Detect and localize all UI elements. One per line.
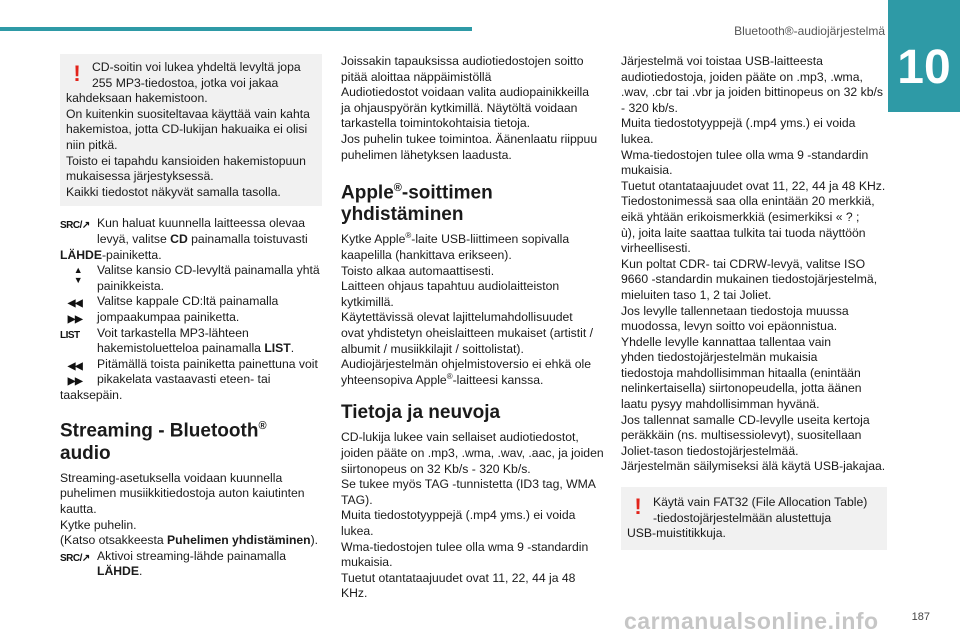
warning-line: 255 MP3-tiedostoa, jotka voi jakaa [92, 75, 279, 90]
body-text: Kytke puhelin. [60, 517, 137, 532]
body-text: TAG). [341, 492, 373, 507]
warning-line: kahdeksaan hakemistoon. [66, 91, 208, 106]
instruction-seek [60, 357, 322, 388]
warning-line: hakemistoa, jotta CD-lukijan hakuaika ei olisi [66, 122, 308, 137]
body-text: Järjestelmän säilymiseksi älä käytä USB-jakajaa. [621, 459, 886, 474]
body-text: Yhdelle levylle kannattaa tallentaa vain [621, 334, 832, 349]
text: (Katso otsakkeesta [60, 533, 168, 548]
warning-line: niin pitkä. [66, 137, 118, 152]
column-3 [621, 54, 887, 560]
body-text: peräkkäin (ns. multisessiolevyt), suositellaan [621, 428, 862, 443]
text: levyä, valitse [97, 231, 171, 246]
body-text: Joissakin tapauksissa audiotiedostojen soitto [341, 54, 584, 68]
body-text: puhelimen musiikkitiedostoja auton kaiutinten [60, 486, 305, 501]
instruction-streaming [60, 549, 322, 580]
body-text: Järjestelmä voi toistaa USB-laitteesta [621, 54, 823, 68]
instruction-text [97, 232, 322, 248]
warning-icon: ! [634, 494, 642, 520]
warning-line: CD-soitin voi lukea yhdeltä levyltä jopa [92, 60, 301, 74]
instruction-track [60, 294, 322, 325]
instruction-text: Aktivoi streaming-lähde painamalla [97, 548, 287, 563]
source-label: LÄHDE [60, 247, 102, 262]
list-label: LIST [264, 341, 291, 356]
body-text: puhelimen lähetyksen laadusta. [341, 147, 512, 162]
warning-line: USB-muistitikkuja. [627, 526, 726, 541]
watermark: carmanualsonline.info [624, 608, 879, 634]
text: audio [60, 442, 111, 464]
body-text: Wma-tiedostojen tulee olla wma 9 -standardin [341, 539, 589, 554]
body-text: Joliet-tason tiedostojärjestelmää. [621, 443, 799, 458]
instruction-text: taaksepäin. [60, 387, 123, 402]
warning-icon: ! [73, 61, 81, 86]
heading-apple [341, 177, 605, 226]
source-label: LÄHDE [97, 564, 139, 579]
text: ). [310, 533, 319, 548]
instruction-text: pikakelata vastaavasti eteen- tai [97, 372, 271, 387]
registered-mark: ® [393, 182, 402, 195]
warning-line: -tiedostojärjestelmään alustettuja [653, 510, 832, 525]
text: yhteensopiva Apple [341, 372, 447, 387]
heading-streaming [60, 415, 322, 464]
chapter-number: 10 [888, 0, 960, 112]
warning-line: Käytä vain FAT32 (File Allocation Table) [653, 495, 868, 510]
body-text: laatu pysyy mahdollisimman hyvänä. [621, 397, 820, 412]
body-text: lukea. [621, 131, 654, 146]
body-text: mieluiten taso 1, 2 tai Joliet. [621, 287, 772, 302]
column-1 [60, 54, 322, 580]
src-button-icon: SRC/↗ [60, 552, 90, 564]
src-button-icon: SRC/↗ [60, 220, 90, 232]
body-text: Jos puhelin tukee toimintoa. Äänenlaatu riippuu [341, 131, 598, 146]
body-text: mukaisia. [341, 555, 393, 570]
registered-mark: ® [258, 420, 267, 433]
body-text: Muita tiedostotyyppejä (.mp4 yms.) ei voida [621, 116, 856, 131]
body-text: kytkimillä. [341, 294, 394, 309]
body-text: audiotiedostoja, joiden pääte on .mp3, .wma, [621, 69, 863, 84]
warning-line: Kaikki tiedostot näkyvät samalla tasolla. [66, 184, 281, 199]
body-text: Tiedostonimessä saa olla enintään 20 merkkiä, [621, 194, 875, 209]
warning-box-mp3 [60, 54, 322, 206]
column-2 [341, 54, 605, 602]
instruction-text [97, 564, 322, 580]
up-down-arrows-icon: ▲ ▼ [73, 265, 83, 286]
registered-mark: ® [405, 231, 412, 241]
body-text: eikä yhtään erikoismerkkiä (esimerkiksi « ? ; [621, 209, 860, 224]
body-text: 9660 -standardin mukainen tiedostojärjestelmä, [621, 272, 878, 287]
text: -soittimen [401, 182, 493, 204]
page-number: 187 [911, 611, 930, 623]
body-text: Käytettävissä olevat lajittelumahdollisuudet [341, 310, 573, 325]
body-text: Streaming-asetuksella voidaan kuunnella [60, 470, 283, 485]
body-text: .wav, .cbr tai .vbr ja joiden bittinopeus on 32 kb/s [621, 85, 883, 100]
body-text: Jos tallennat samalle CD-levylle useita kertoja [621, 412, 870, 427]
body-text: Tuetut otantataajuudet ovat 11, 22, 44 ja 48 KHz. [621, 178, 886, 193]
instruction-text: Valitse kansio CD-levyltä painamalla yhtä [97, 263, 320, 278]
warning-line: Toisto ei tapahdu kansioiden hakemistopuun [66, 153, 306, 168]
body-text: joiden pääte on .mp3, .wma, .wav, .aac, ja joiden [341, 446, 604, 461]
text: hakemistoluetteloa painamalla [97, 341, 265, 356]
body-text: pitää aloittaa näppäimistöllä [341, 69, 492, 84]
body-text: mukaisia. [621, 163, 673, 178]
body-text: Kun poltat CDR- tai CDRW-levyä, valitse ISO [621, 256, 866, 271]
body-text: Audiotiedostot voidaan valita audiopainikkeilla [341, 85, 589, 100]
text: Apple [341, 182, 394, 204]
warning-line: On kuitenkin suositeltavaa käyttää vain kahta [66, 106, 310, 121]
instruction-list [60, 326, 322, 357]
body-text: muodossa, levyn soitto voi epäonnistua. [621, 319, 838, 334]
cd-label: CD [170, 231, 188, 246]
instruction-text: Pitämällä toista painiketta painettuna voit [97, 356, 318, 371]
body-text: Wma-tiedostojen tulee olla wma 9 -standardin [621, 147, 869, 162]
body-text: siirtonopeus on 32 Kb/s - 320 Kb/s. [341, 461, 531, 476]
instruction-folder [60, 263, 322, 294]
text: . [290, 341, 295, 356]
instruction-text: jompaakumpaa painiketta. [97, 309, 240, 324]
body-text: Toisto alkaa automaattisesti. [341, 263, 495, 278]
body-text: Jos levylle tallennetaan tiedostoja muussa [621, 303, 849, 318]
warning-box-usb [621, 487, 887, 550]
body-text: Muita tiedostotyyppejä (.mp4 yms.) ei voida [341, 508, 576, 523]
body-text: lukea. [341, 523, 374, 538]
text: Streaming - Bluetooth [60, 420, 259, 442]
instruction-text: painikkeista. [97, 278, 165, 293]
body-text: virheellisesti. [621, 241, 691, 256]
body-text: kaapelilla (hankittava erikseen). [341, 248, 512, 263]
body-text [60, 533, 322, 549]
heading-tips: Tietoja ja neuvoja [341, 402, 501, 424]
body-text: Audiojärjestelmän ohjelmistoversio ei ehkä ole [341, 357, 591, 372]
instruction-text [60, 248, 322, 264]
header-accent-bar [0, 27, 472, 31]
instruction-text: Valitse kappale CD:ltä painamalla [97, 294, 279, 309]
text: . [138, 564, 143, 579]
text: -painiketta. [101, 247, 162, 262]
body-text: Tuetut otantataajuudet ovat 11, 22, 44 ja 48 KHz. [341, 570, 576, 601]
body-text [341, 232, 605, 248]
text: Kytke Apple [341, 232, 406, 247]
body-text: ja ohjauspyörän kytkimillä. Näytöltä voidaan [341, 100, 578, 115]
body-text: - 320 kb/s. [621, 100, 678, 115]
cross-reference: Puhelimen yhdistäminen [167, 533, 311, 548]
body-text: albumit / musiikkilajit / soittolistat). [341, 341, 524, 356]
instruction-text: Kun haluat kuunnella laitteessa olevaa [97, 216, 306, 231]
body-text: nelinkertaisella) siirtonopeudella, jotta äänen [621, 381, 862, 396]
text: yhdistäminen [341, 204, 464, 226]
list-button-icon: LIST [60, 329, 80, 341]
text: painamalla toistuvasti [187, 231, 308, 246]
body-text: Se tukee myös TAG -tunnistetta (ID3 tag, WMA [341, 477, 596, 492]
instruction-cd [60, 216, 322, 247]
body-text [341, 373, 605, 389]
registered-mark: ® [446, 371, 453, 381]
body-text: ovat yhdistetyn oheislaitteen mukaiset (artistit / [341, 326, 593, 341]
running-header: Bluetooth®-audiojärjestelmä [734, 24, 885, 38]
body-text: Laitteen ohjaus tapahtuu audiolaitteiston [341, 279, 560, 294]
prev-next-icon: ◀◀ ▶▶ [67, 298, 83, 325]
text: -laite USB-liittimeen sopivalla [411, 232, 570, 247]
body-text: CD-lukija lukee vain sellaiset audiotiedostot, [341, 430, 579, 445]
body-text: yhden tiedostojärjestelmän mukaisia [621, 350, 818, 365]
instruction-text [97, 341, 322, 357]
body-text: ù), joita laite saattaa tulkita tai tuoda näyttöön [621, 225, 866, 240]
warning-line: mukaisessa järjestyksessä. [66, 169, 214, 184]
body-text: kautta. [60, 501, 97, 516]
body-text: tarkastella toimintokohtaisia tietoja. [341, 116, 531, 131]
text: -laitteesi kanssa. [452, 372, 544, 387]
instruction-text: Voit tarkastella MP3-lähteen [97, 325, 249, 340]
body-text: tiedostoja mahdollisimman hitaalla (enintään [621, 365, 861, 380]
prev-next-icon: ◀◀ ▶▶ [67, 360, 83, 388]
